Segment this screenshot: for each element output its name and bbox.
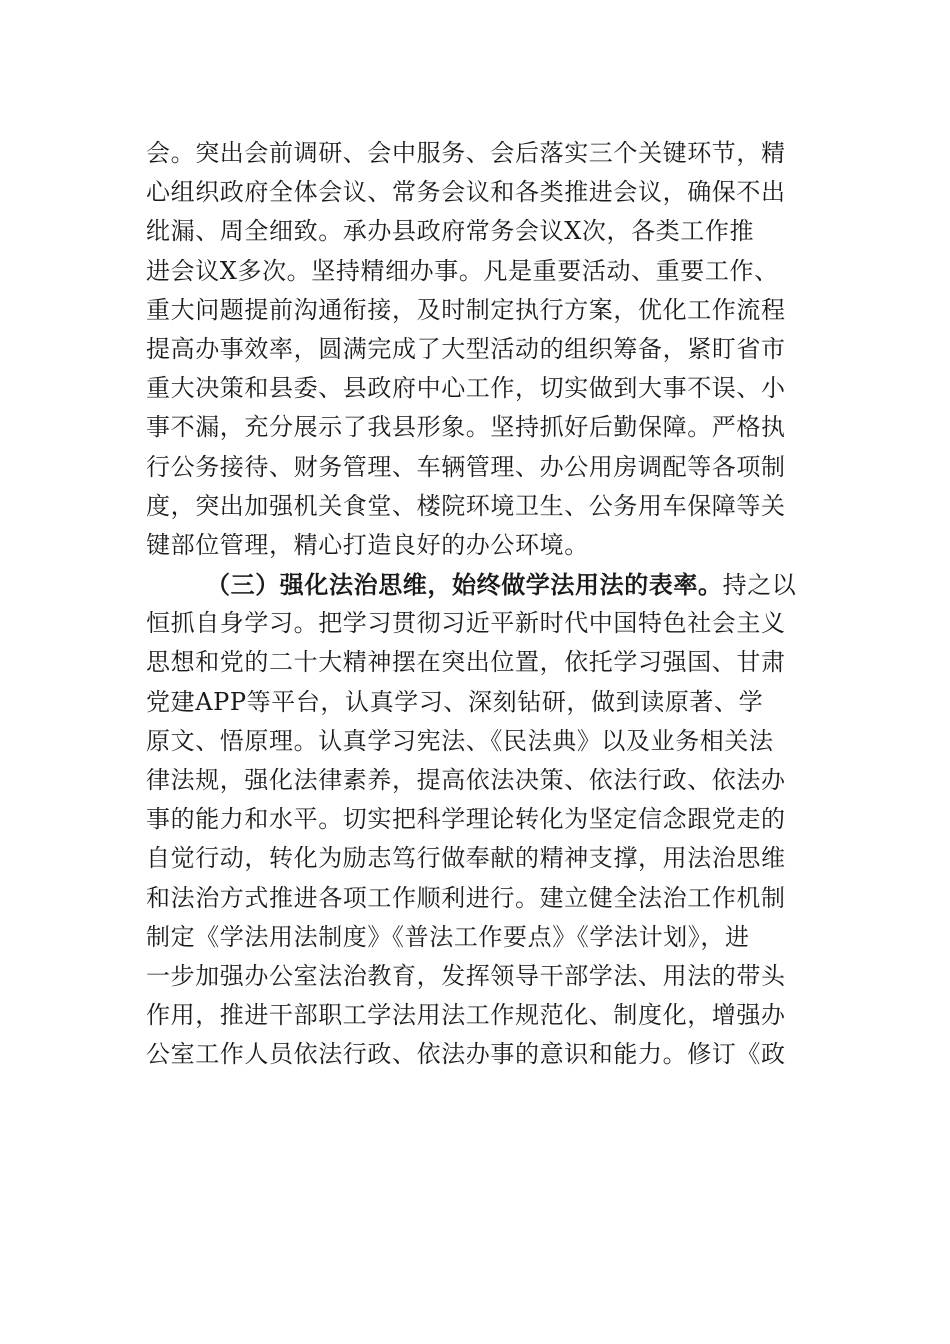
paragraph-line: 键部位管理，精心打造良好的办公环境。 — [146, 530, 589, 559]
document-body — [146, 134, 826, 1075]
paragraph-line: 纰漏、周全细致。承办县政府常务会议X次，各类工作推 — [146, 217, 755, 246]
paragraph-line: 恒抓自身学习。把学习贯彻习近平新时代中国特色社会主义 — [146, 609, 786, 638]
paragraph-line: 重大问题提前沟通衔接，及时制定执行方案，优化工作流程 — [146, 295, 786, 324]
paragraph-line: 心组织政府全体会议、常务会议和各类推进会议，确保不出 — [146, 178, 786, 207]
paragraph-line: 事的能力和水平。切实把科学理论转化为坚定信念跟党走的 — [146, 805, 786, 834]
paragraph-line: 提高办事效率，圆满完成了大型活动的组织筹备，紧盯省市 — [146, 334, 786, 363]
section-first-line-text: 持之以 — [722, 571, 797, 600]
paragraph-line: 作用，推进干部职工学法用法工作规范化、制度化，增强办 — [146, 1001, 786, 1030]
section-heading: （三）强化法治思维，始终做学法用法的表率。 — [206, 570, 723, 600]
paragraph-line: 党建APP等平台，认真学习、深刻钻研，做到读原著、学 — [146, 687, 764, 716]
paragraph-line: 律法规，强化法律素养，提高依法决策、依法行政、依法办 — [146, 766, 786, 794]
paragraph-line: 制定《学法用法制度》《普法工作要点》《学法计划》，进 — [146, 922, 750, 951]
paragraph-line: 思想和党的二十大精神摆在突出位置，依托学习强国、甘肃 — [146, 648, 786, 677]
paragraph-line: 进会议X多次。坚持精细办事。凡是重要活动、重要工作、 — [146, 256, 779, 285]
paragraph-line: 和法治方式推进各项工作顺利进行。建立健全法治工作机制 — [146, 883, 786, 912]
paragraph-line: 重大决策和县委、县政府中心工作，切实做到大事不误、小 — [146, 374, 786, 403]
paragraph-line: 一步加强办公室法治教育，发挥领导干部学法、用法的带头 — [146, 961, 786, 990]
section-first-line — [146, 565, 826, 604]
paragraph-line: 行公务接待、财务管理、车辆管理、办公用房调配等各项制 — [146, 452, 786, 481]
paragraph-line: 公室工作人员依法行政、依法办事的意识和能力。修订《政 — [146, 1040, 786, 1069]
paragraph-line: 度，突出加强机关食堂、楼院环境卫生、公务用车保障等关 — [146, 491, 786, 520]
paragraph-line: 原文、悟原理。认真学习宪法、《民法典》以及业务相关法 — [146, 726, 774, 755]
paragraph-line: 会。突出会前调研、会中服务、会后落实三个关键环节，精 — [146, 139, 786, 167]
paragraph-line: 自觉行动，转化为励志笃行做奉献的精神支撑，用法治思维 — [146, 844, 786, 873]
paragraph-line: 事不漏，充分展示了我县形象。坚持抓好后勤保障。严格执 — [146, 413, 786, 442]
